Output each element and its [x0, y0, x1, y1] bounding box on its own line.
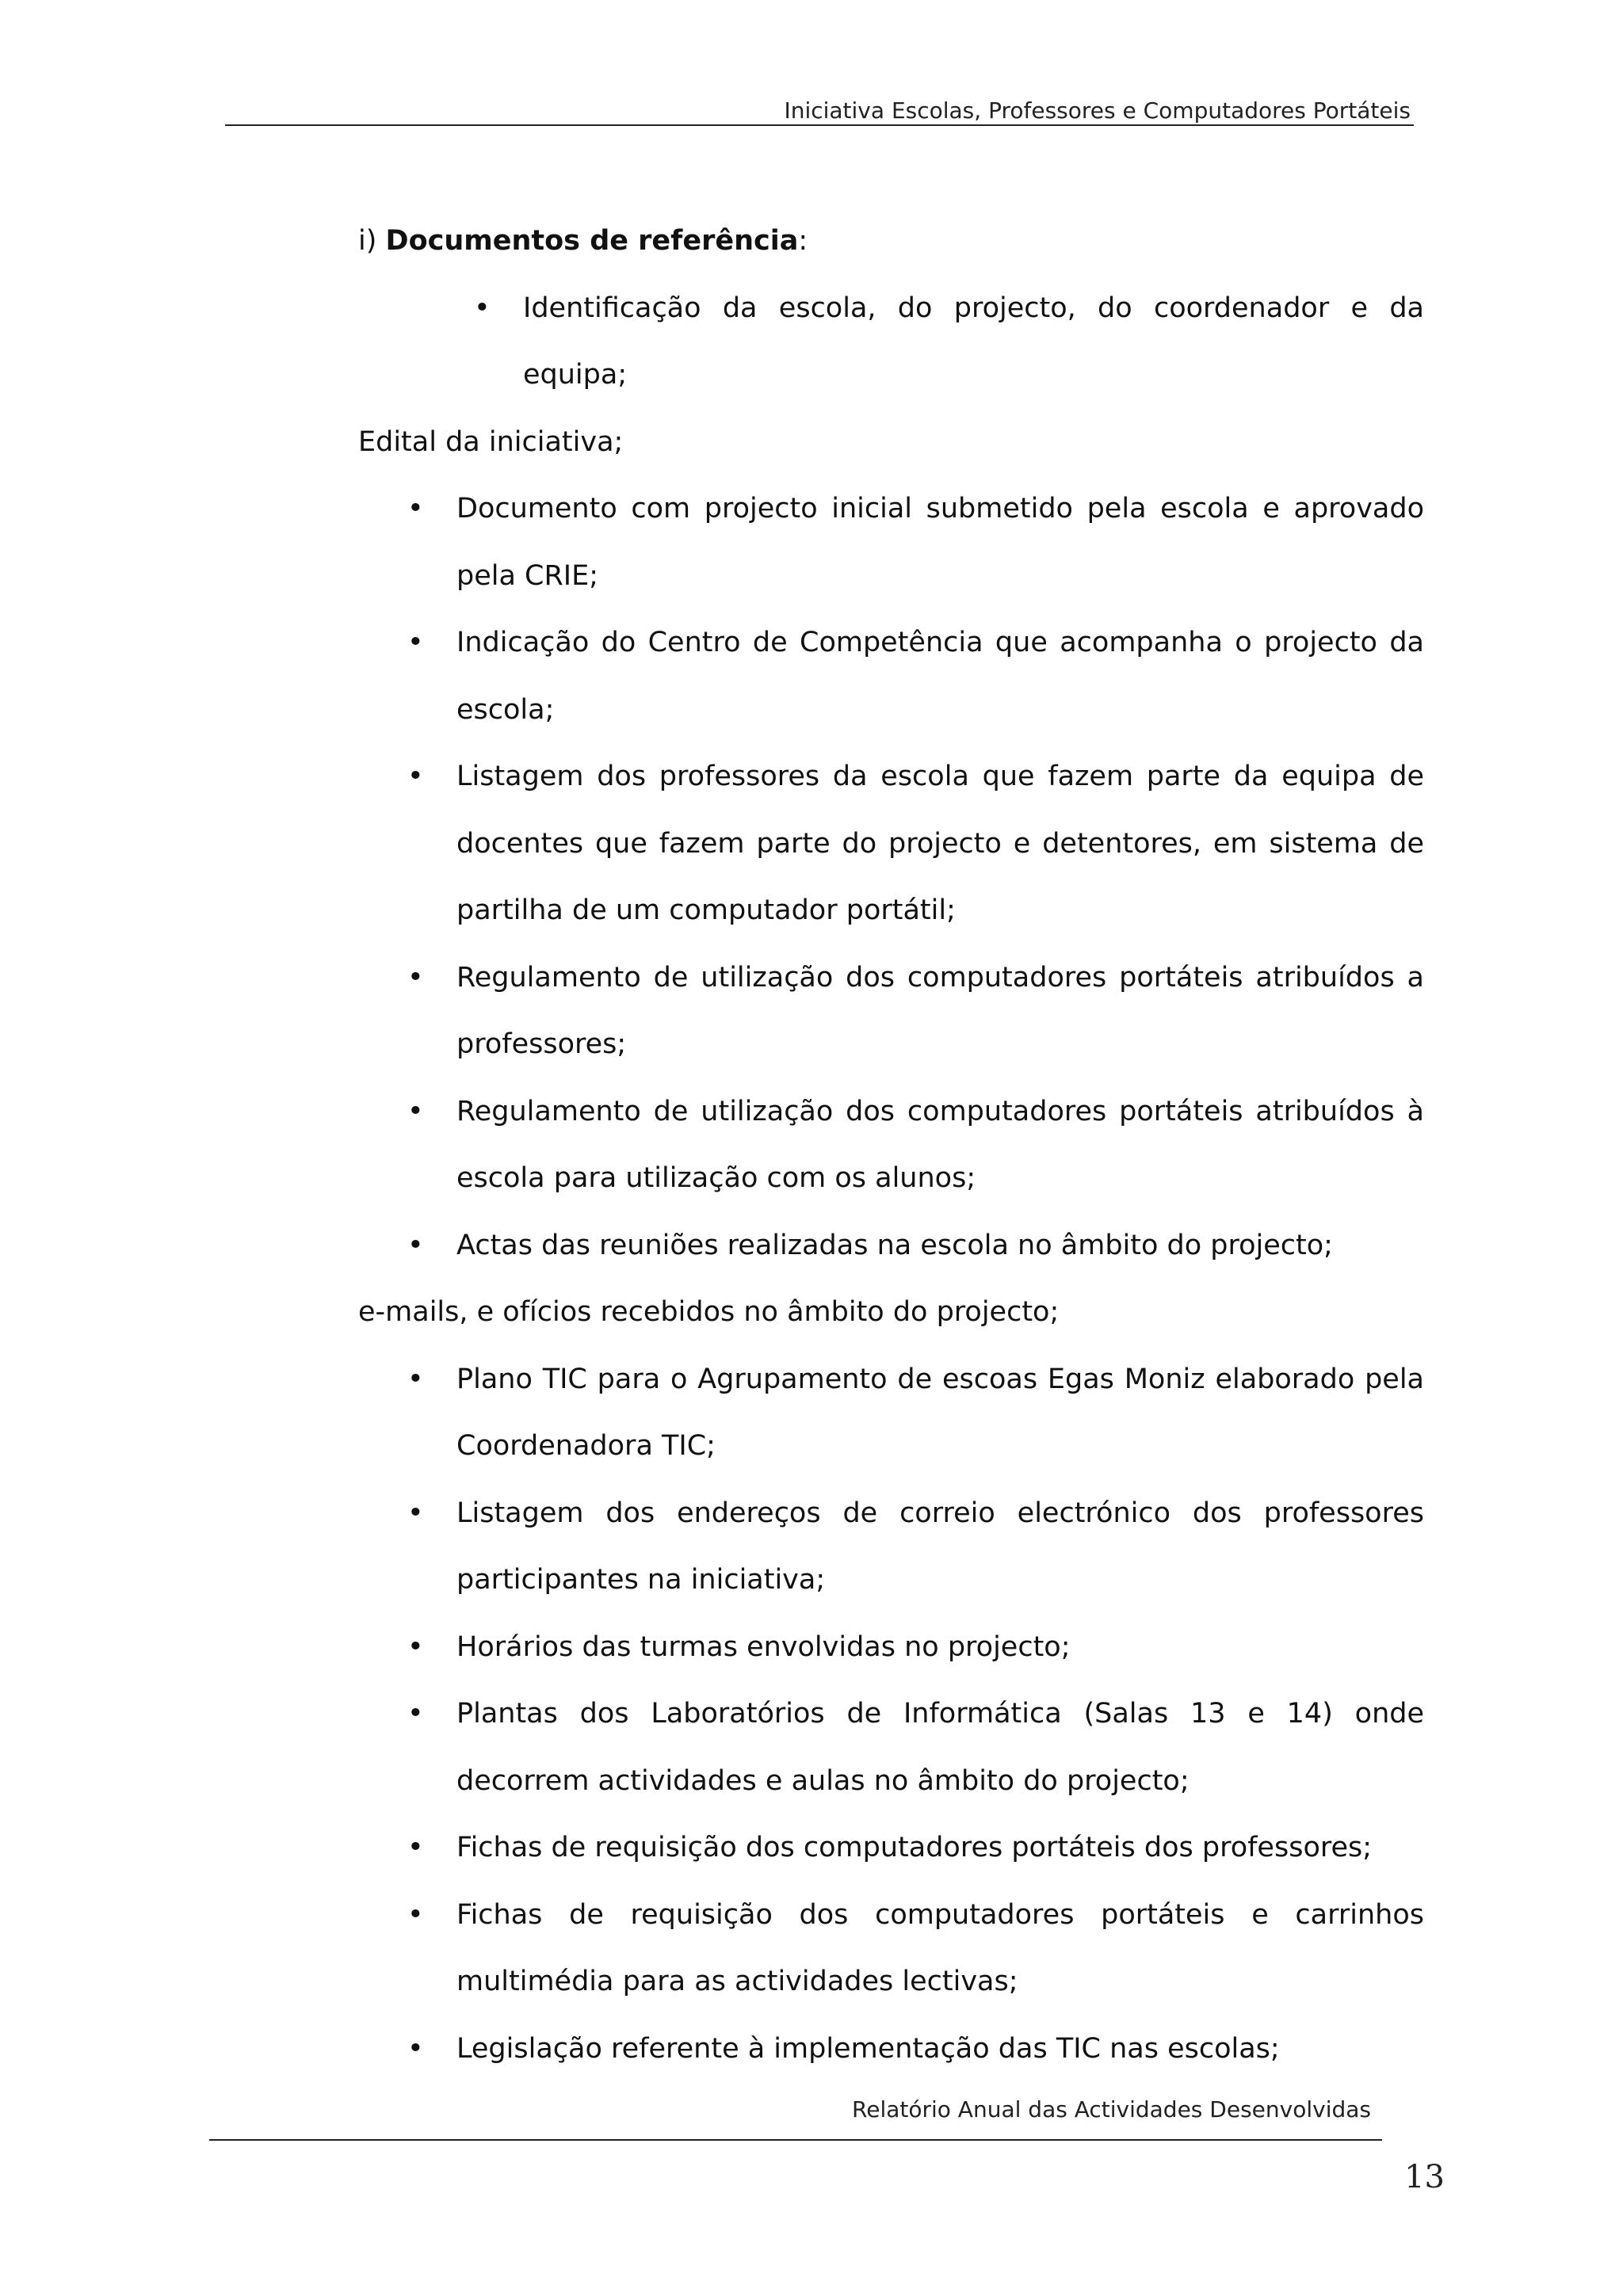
list-item-text: Listagem dos professores da escola que fazem parte da equipa de docentes que fazem parte do projecto e detentores, em sistema de partilha de um computador portátil; [456, 761, 1424, 926]
bulleted-list-2 [358, 1346, 1424, 2083]
list-item-text: Fichas de requisição dos computadores portáteis e carrinhos multimédia para as actividades lectivas; [456, 1898, 1424, 1997]
list-item-text: Identificação da escola, do projecto, do coordenador e da equipa; [523, 292, 1424, 391]
section-suffix: : [798, 225, 808, 257]
list-item [358, 1212, 1424, 1280]
list-item-text: Actas das reuniões realizadas na escola no âmbito do projecto; [456, 1229, 1333, 1261]
document-body [358, 208, 1424, 2082]
list-item-text: Documento com projecto inicial submetido pela escola e aprovado pela CRIE; [456, 493, 1424, 592]
running-footer: Relatório Anual das Actividades Desenvolvidas [852, 2096, 1371, 2122]
bulleted-list-1 [358, 475, 1424, 1279]
list-item [358, 609, 1424, 743]
bullet-icon: • [474, 292, 491, 324]
page-number: 13 [1404, 2159, 1445, 2195]
list-item [358, 2016, 1424, 2083]
bullet-icon: • [407, 1832, 424, 1863]
bullet-icon: • [407, 1898, 424, 1931]
plain-paragraph: Edital da iniciativa; [358, 425, 624, 458]
list-item [358, 944, 1424, 1078]
bullet-icon: • [407, 1698, 424, 1730]
list-item [358, 1480, 1424, 1614]
list-item [358, 1346, 1424, 1480]
footer-rule [209, 2139, 1382, 2141]
list-item [358, 743, 1424, 944]
bullet-icon: • [407, 961, 424, 994]
list-item-text: Regulamento de utilização dos computadores portáteis atribuídos à escola para utilização com os alunos; [456, 1095, 1424, 1194]
list-item-text: Indicação do Centro de Competência que acompanha o projecto da escola; [456, 627, 1424, 726]
bullet-icon: • [407, 627, 424, 658]
section-heading [358, 208, 1424, 275]
plain-paragraph: e-mails, e ofícios recebidos no âmbito do projecto; [358, 1296, 1060, 1328]
list-item [358, 1680, 1424, 1814]
header-rule [225, 124, 1414, 126]
bullet-icon: • [407, 1497, 424, 1529]
list-item-text: Listagem dos endereços de correio electrónico dos professores participantes na iniciativa; [456, 1497, 1424, 1596]
list-item [358, 1814, 1424, 1882]
list-item-text: Fichas de requisição dos computadores portáteis dos professores; [456, 1832, 1373, 1863]
running-header: Iniciativa Escolas, Professores e Computadores Portáteis [784, 97, 1411, 124]
list-item [358, 1614, 1424, 1681]
list-item-text: Plantas dos Laboratórios de Informática (Salas 13 e 14) onde decorrem actividades e aulas no âmbito do projecto; [456, 1698, 1424, 1797]
bullet-icon: • [407, 493, 424, 524]
list-item [358, 475, 1424, 609]
list-item-text: Horários das turmas envolvidas no projecto; [456, 1630, 1071, 1663]
list-item-text: Legislação referente à implementação das TIC nas escolas; [456, 2032, 1280, 2065]
list-item [358, 1078, 1424, 1212]
list-item [358, 275, 1424, 409]
list-item [358, 1882, 1424, 2016]
list-item-text: Regulamento de utilização dos computadores portáteis atribuídos a professores; [456, 961, 1424, 1060]
bullet-icon: • [407, 761, 424, 792]
list-item-text: Plano TIC para o Agrupamento de escoas Egas Moniz elaborado pela Coordenadora TIC; [456, 1363, 1424, 1462]
section-prefix: i) [358, 225, 386, 257]
bullet-icon: • [407, 2032, 424, 2065]
bullet-icon: • [407, 1363, 424, 1395]
identification-list [358, 275, 1424, 409]
bullet-icon: • [407, 1630, 424, 1663]
bullet-icon: • [407, 1095, 424, 1127]
bullet-icon: • [407, 1229, 424, 1261]
section-title: Documentos de referência [385, 225, 799, 257]
